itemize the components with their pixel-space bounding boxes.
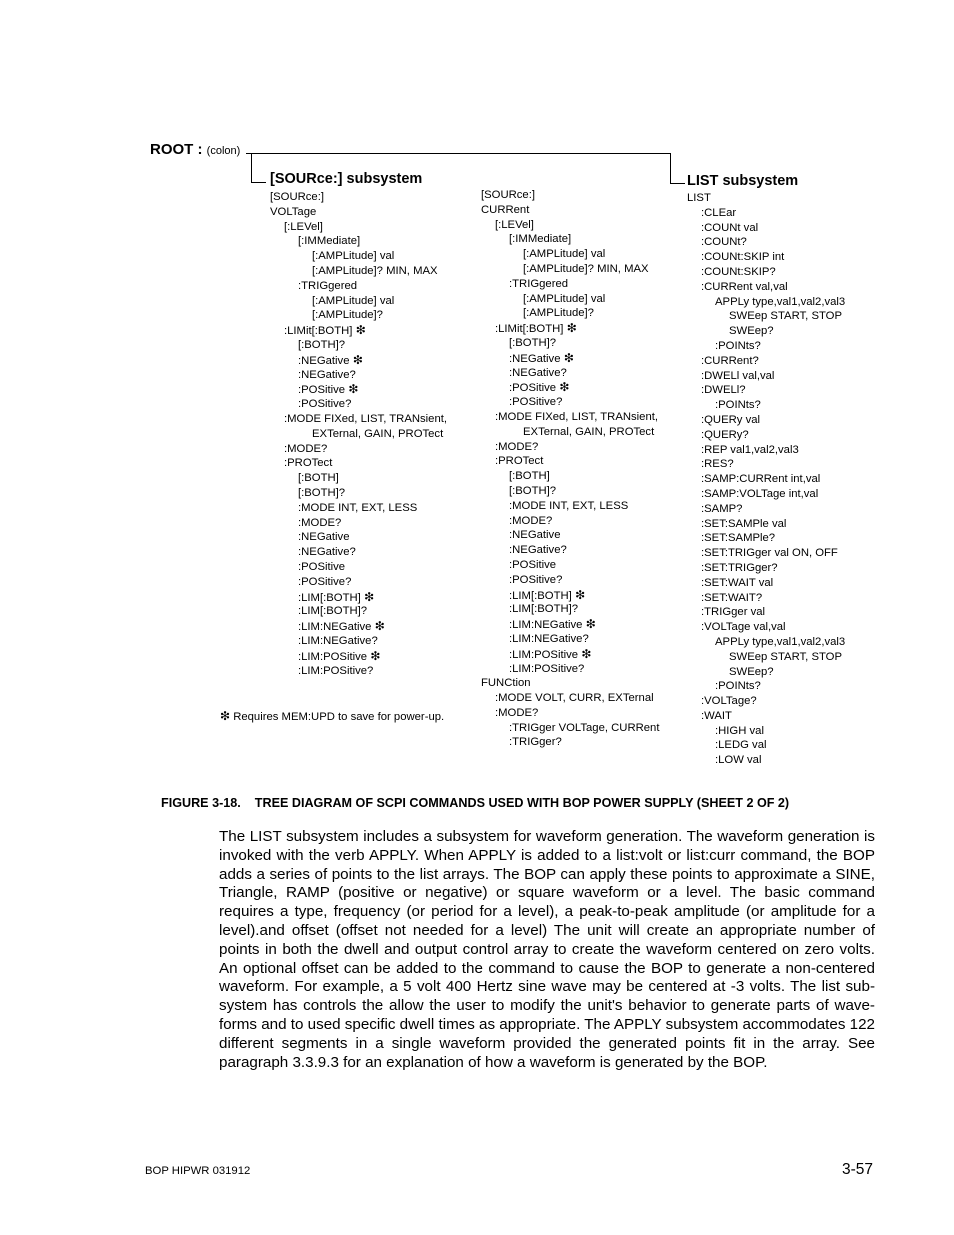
- command-text: :NEGative: [298, 531, 350, 544]
- command-text: [:BOTH]?: [509, 336, 557, 349]
- root-text: ROOT :: [150, 141, 203, 158]
- command-line: [270, 368, 447, 383]
- command-text: :MODE FIXed, LIST, TRANsient,: [284, 412, 448, 425]
- tree-connector-list-horizontal: [670, 183, 685, 184]
- command-text: :LIM[:BOTH]: [509, 589, 572, 602]
- command-line: [687, 531, 845, 546]
- command-line: [687, 694, 845, 709]
- command-line: [481, 558, 659, 573]
- command-text: :LOW val: [715, 754, 762, 767]
- command-text: :PROTect: [284, 457, 333, 470]
- command-text: :NEGative?: [509, 366, 567, 379]
- command-line: [687, 502, 845, 517]
- command-text: :SET:SAMPle?: [701, 532, 776, 545]
- command-text: :CURRent val,val: [701, 280, 788, 293]
- command-text: :NEGative?: [298, 368, 356, 381]
- command-text: APPLy type,val1,val2,val3: [715, 295, 846, 308]
- command-text: :SET:SAMPle val: [701, 517, 787, 530]
- command-text: :VOLTage val,val: [701, 621, 786, 634]
- command-text: :LIM[:BOTH]?: [298, 605, 368, 618]
- list-subsystem-heading: LIST subsystem: [687, 173, 799, 189]
- command-line: [687, 280, 845, 295]
- command-line: [687, 443, 845, 458]
- command-text: :MODE?: [495, 706, 539, 719]
- command-line: [687, 309, 845, 324]
- command-line: [481, 588, 659, 603]
- command-line: [481, 262, 659, 277]
- command-line: [687, 235, 845, 250]
- command-line: [687, 206, 845, 221]
- command-text: :SAMP:VOLTage int,val: [701, 487, 819, 500]
- command-line: [687, 605, 845, 620]
- command-text: :RES?: [701, 458, 734, 471]
- command-line: [270, 294, 447, 309]
- root-label: [150, 141, 240, 158]
- command-text: :NEGative: [509, 352, 561, 365]
- command-line: [270, 619, 447, 634]
- command-line: [270, 382, 447, 397]
- command-line: [481, 321, 659, 336]
- command-line: [481, 632, 659, 647]
- command-text: :SET:TRIGger?: [701, 561, 778, 574]
- command-line: [270, 190, 447, 205]
- command-line: [481, 721, 659, 736]
- star-icon: ❇: [360, 589, 375, 604]
- command-text: :LIMit[:BOTH]: [284, 325, 353, 338]
- command-text: :LIM:POSitive: [298, 650, 368, 663]
- command-line: [687, 265, 845, 280]
- command-text: :LIM:POSitive?: [509, 662, 585, 675]
- command-text: :LIMit[:BOTH]: [495, 323, 564, 336]
- command-line: [481, 676, 659, 691]
- command-line: [481, 440, 659, 455]
- command-text: EXTernal, GAIN, PROTect: [523, 425, 655, 438]
- command-text: :POSitive?: [298, 398, 352, 411]
- star-icon: ❇: [556, 380, 570, 395]
- command-line: [481, 203, 659, 218]
- command-line: [270, 427, 447, 442]
- command-line: [481, 484, 659, 499]
- command-line: [687, 472, 845, 487]
- command-line: [687, 221, 845, 236]
- command-line: [270, 516, 447, 531]
- command-line: [481, 647, 659, 662]
- command-line: [687, 635, 845, 650]
- command-text: SWEep START, STOP: [729, 310, 843, 323]
- command-line: [481, 528, 659, 543]
- command-text: :POINts?: [715, 399, 761, 412]
- command-line: [687, 738, 845, 753]
- command-text: [:AMPLitude] val: [312, 250, 395, 263]
- command-line: [687, 354, 845, 369]
- command-text: :LIM[:BOTH]: [298, 591, 361, 604]
- star-icon: ❇: [371, 619, 385, 634]
- command-text: [:AMPLitude]?: [523, 307, 594, 320]
- star-icon: ❇: [578, 646, 592, 661]
- tree-connector-source-horizontal: [251, 182, 266, 183]
- star-icon: ❇: [349, 352, 363, 367]
- command-line: [270, 220, 447, 235]
- command-text: :LEDG val: [715, 739, 767, 752]
- command-text: [:BOTH]?: [298, 338, 346, 351]
- command-text: :POINts?: [715, 339, 761, 352]
- command-line: [481, 573, 659, 588]
- command-text: :POSitive: [298, 384, 346, 397]
- command-line: [481, 395, 659, 410]
- command-text: [:AMPLitude]? MIN, MAX: [312, 264, 438, 277]
- command-text: :NEGative: [509, 529, 561, 542]
- command-text: :MODE INT, EXT, LESS: [509, 499, 629, 512]
- command-text: [:BOTH]: [509, 470, 550, 483]
- command-line: [481, 706, 659, 721]
- command-line: [270, 308, 447, 323]
- command-line: [270, 353, 447, 368]
- command-line: [481, 232, 659, 247]
- command-text: :LIM:NEGative?: [509, 632, 589, 645]
- command-line: [270, 234, 447, 249]
- footnote-text: Requires MEM:UPD to save for power-up.: [233, 711, 445, 723]
- command-line: [270, 412, 447, 427]
- star-icon: ❇: [352, 323, 366, 338]
- command-line: [687, 369, 845, 384]
- command-line: [270, 456, 447, 471]
- command-line: [687, 665, 845, 680]
- command-line: [270, 501, 447, 516]
- command-line: [481, 410, 659, 425]
- command-text: :TRIGger val: [701, 606, 766, 619]
- command-line: [481, 351, 659, 366]
- command-text: :NEGative: [298, 354, 350, 367]
- command-text: :SET:WAIT val: [701, 576, 774, 589]
- command-line: [270, 530, 447, 545]
- command-line: [687, 295, 845, 310]
- command-line: [270, 486, 447, 501]
- command-line: [481, 691, 659, 706]
- command-text: :LIM:NEGative: [298, 621, 372, 634]
- command-text: SWEep START, STOP: [729, 650, 843, 663]
- command-line: [481, 469, 659, 484]
- tree-connector-top: [246, 153, 670, 154]
- star-icon: ❇: [220, 709, 231, 723]
- command-line: [687, 339, 845, 354]
- command-text: :WAIT: [701, 709, 732, 722]
- command-text: :COUNt val: [701, 221, 759, 234]
- source-subsystem-heading: [SOURce:] subsystem: [270, 171, 423, 187]
- command-line: [687, 250, 845, 265]
- command-text: :POSitive: [509, 558, 557, 571]
- command-text: :LIM:POSitive: [509, 648, 579, 661]
- command-line: [270, 664, 447, 679]
- command-text: :TRIGger?: [509, 736, 562, 749]
- command-text: SWEep?: [729, 325, 774, 338]
- command-text: :REP val1,val2,val3: [701, 443, 799, 456]
- command-text: :POSitive?: [298, 575, 352, 588]
- figure-caption: FIGURE 3-18. TREE DIAGRAM OF SCPI COMMANDS USED WITH BOP POWER SUPPLY (SHEET 2 OF 2): [161, 796, 790, 810]
- command-text: :NEGative?: [509, 544, 567, 557]
- command-text: [:IMMediate]: [509, 233, 572, 246]
- command-line: [481, 218, 659, 233]
- command-line: [481, 617, 659, 632]
- document-id: BOP HIPWR 031912: [145, 1165, 251, 1177]
- command-text: [:AMPLitude] val: [523, 248, 606, 261]
- command-text: :MODE?: [284, 442, 328, 455]
- command-line: [270, 575, 447, 590]
- star-icon: ❇: [571, 587, 586, 602]
- command-line: [687, 324, 845, 339]
- command-line: [687, 620, 845, 635]
- command-text: :MODE INT, EXT, LESS: [298, 501, 418, 514]
- command-text: :COUNt:SKIP?: [701, 265, 776, 278]
- tree-connector-list-vertical: [670, 153, 671, 184]
- command-line: [481, 662, 659, 677]
- command-line: [481, 602, 659, 617]
- command-line: [270, 397, 447, 412]
- command-text: [SOURce:]: [270, 191, 324, 203]
- command-line: [687, 191, 845, 206]
- command-text: :SAMP?: [701, 502, 743, 515]
- command-line: [687, 428, 845, 443]
- command-line: [687, 724, 845, 739]
- command-text: :POINts?: [715, 680, 761, 693]
- command-text: :MODE VOLT, CURR, EXTernal: [495, 692, 654, 705]
- command-text: :POSitive?: [509, 396, 563, 409]
- command-text: FUNCtion: [481, 677, 531, 690]
- command-text: :VOLTage?: [701, 695, 757, 708]
- command-text: :SET:TRIGger val ON, OFF: [701, 547, 838, 560]
- command-text: :POSitive: [298, 560, 346, 573]
- command-text: :POSitive?: [509, 573, 563, 586]
- command-text: :DWELl?: [701, 384, 746, 397]
- command-line: [270, 604, 447, 619]
- command-line: [270, 649, 447, 664]
- command-line: [481, 336, 659, 351]
- command-line: [270, 590, 447, 605]
- command-line: [687, 546, 845, 561]
- command-line: [481, 454, 659, 469]
- voltage-command-tree: [270, 190, 447, 678]
- command-line: [481, 292, 659, 307]
- footnote: [220, 709, 444, 723]
- command-text: :PROTect: [495, 455, 544, 468]
- star-icon: ❇: [582, 617, 596, 632]
- command-text: CURRent: [481, 203, 530, 216]
- command-text: [:LEVel]: [284, 220, 323, 233]
- command-line: [481, 366, 659, 381]
- command-text: :QUERy val: [701, 413, 761, 426]
- command-text: :CLEar: [701, 206, 737, 219]
- command-line: [481, 425, 659, 440]
- root-colon-note: (colon): [206, 145, 241, 157]
- command-line: [481, 247, 659, 262]
- tree-connector-source-vertical: [251, 153, 252, 183]
- command-text: APPLy type,val1,val2,val3: [715, 635, 846, 648]
- command-text: :TRIGgered: [298, 279, 358, 292]
- current-command-tree: [481, 188, 659, 750]
- command-text: :COUNt?: [701, 236, 747, 249]
- command-text: :DWELl val,val: [701, 369, 775, 382]
- command-line: [270, 442, 447, 457]
- command-line: [481, 499, 659, 514]
- command-line: [687, 487, 845, 502]
- command-line: [481, 380, 659, 395]
- command-text: [:AMPLitude]?: [312, 309, 383, 322]
- command-line: [270, 560, 447, 575]
- command-line: [481, 514, 659, 529]
- star-icon: ❇: [563, 321, 577, 336]
- command-line: [270, 471, 447, 486]
- command-line: [270, 279, 447, 294]
- command-line: [481, 188, 659, 203]
- body-paragraph: The LIST subsystem includes a subsystem for waveform generation. The waveform generation is invoked with the verb APPLY. When APPLY is added to a list:volt or list:curr command, the BOP adds a series of points to the list arrays. The BOP can apply these points to approximate a SINE, Triangle, RAMP (positive or negative) or square waveform or a level. The basic command requires a type, frequency (or period for a level), a peak-to-peak amplitude (or amplitude for a level).and offset (offset not needed for a level) The unit will create an appropriate number of points in both the dwell and output control array to create the waveform centered on zero volts. An optional offset can be added to the command to cause the BOP to generate a non-centered waveform. For example, a 5 volt 400 Hertz sine wave may be centered at -3 volts. The list sub-system has controls the allow the user to modify the unit's behavior to generate parts of wave-forms and to used specific dwell times as appropriate. The APPLY subsystem accommodates 122 different segments in a single waveform provided the generated points fit in the array. See paragraph 3.3.9.3 for an explanation of how a waveform is generated by the BOP.: [219, 828, 875, 1071]
- command-text: :LIM[:BOTH]?: [509, 603, 579, 616]
- command-text: :COUNt:SKIP int: [701, 251, 785, 264]
- command-text: :MODE?: [509, 514, 553, 527]
- command-text: :SAMP:CURRent int,val: [701, 473, 821, 486]
- command-line: [687, 457, 845, 472]
- command-line: [687, 576, 845, 591]
- command-line: [687, 561, 845, 576]
- command-text: [:AMPLitude] val: [523, 292, 606, 305]
- command-text: [:BOTH]?: [298, 486, 346, 499]
- command-text: :CURRent?: [701, 354, 759, 367]
- command-text: [:LEVel]: [495, 218, 534, 231]
- command-text: [:BOTH]: [298, 472, 339, 485]
- command-line: [481, 306, 659, 321]
- command-line: [687, 517, 845, 532]
- command-line: [687, 679, 845, 694]
- command-text: SWEep?: [729, 665, 774, 678]
- command-line: [270, 249, 447, 264]
- command-text: :HIGH val: [715, 724, 764, 737]
- command-line: [687, 709, 845, 724]
- command-text: [SOURce:]: [481, 189, 535, 201]
- command-text: :MODE FIXed, LIST, TRANsient,: [495, 410, 659, 423]
- command-line: [270, 634, 447, 649]
- command-text: :POSitive: [509, 382, 557, 395]
- command-line: [687, 398, 845, 413]
- command-text: EXTernal, GAIN, PROTect: [312, 427, 444, 440]
- command-text: [:AMPLitude] val: [312, 294, 395, 307]
- command-text: :TRIGgered: [509, 277, 569, 290]
- command-line: [270, 338, 447, 353]
- star-icon: ❇: [367, 648, 381, 663]
- command-line: [481, 543, 659, 558]
- command-text: :SET:WAIT?: [701, 591, 763, 604]
- command-text: VOLTage: [270, 205, 317, 218]
- command-line: [687, 591, 845, 606]
- command-line: [481, 277, 659, 292]
- command-text: [:IMMediate]: [298, 235, 361, 248]
- command-line: [687, 383, 845, 398]
- command-text: [:BOTH]?: [509, 484, 557, 497]
- command-text: :LIM:NEGative?: [298, 634, 378, 647]
- command-text: :MODE?: [495, 440, 539, 453]
- command-line: [687, 753, 845, 768]
- command-text: :NEGative?: [298, 546, 356, 559]
- star-icon: ❇: [560, 350, 574, 365]
- list-command-tree: [687, 191, 845, 768]
- command-text: :QUERy?: [701, 428, 749, 441]
- command-text: :LIM:POSitive?: [298, 664, 374, 677]
- command-text: :MODE?: [298, 516, 342, 529]
- command-text: [:AMPLitude]? MIN, MAX: [523, 262, 649, 275]
- command-line: [270, 545, 447, 560]
- command-line: [270, 205, 447, 220]
- command-line: [270, 323, 447, 338]
- command-line: [687, 413, 845, 428]
- command-line: [687, 650, 845, 665]
- command-line: [270, 264, 447, 279]
- star-icon: ❇: [345, 382, 359, 397]
- page-number: 3-57: [842, 1161, 874, 1178]
- command-text: :TRIGger VOLTage, CURRent: [509, 721, 660, 734]
- command-text: :LIM:NEGative: [509, 619, 583, 632]
- command-text: LIST: [687, 192, 711, 204]
- command-line: [481, 735, 659, 750]
